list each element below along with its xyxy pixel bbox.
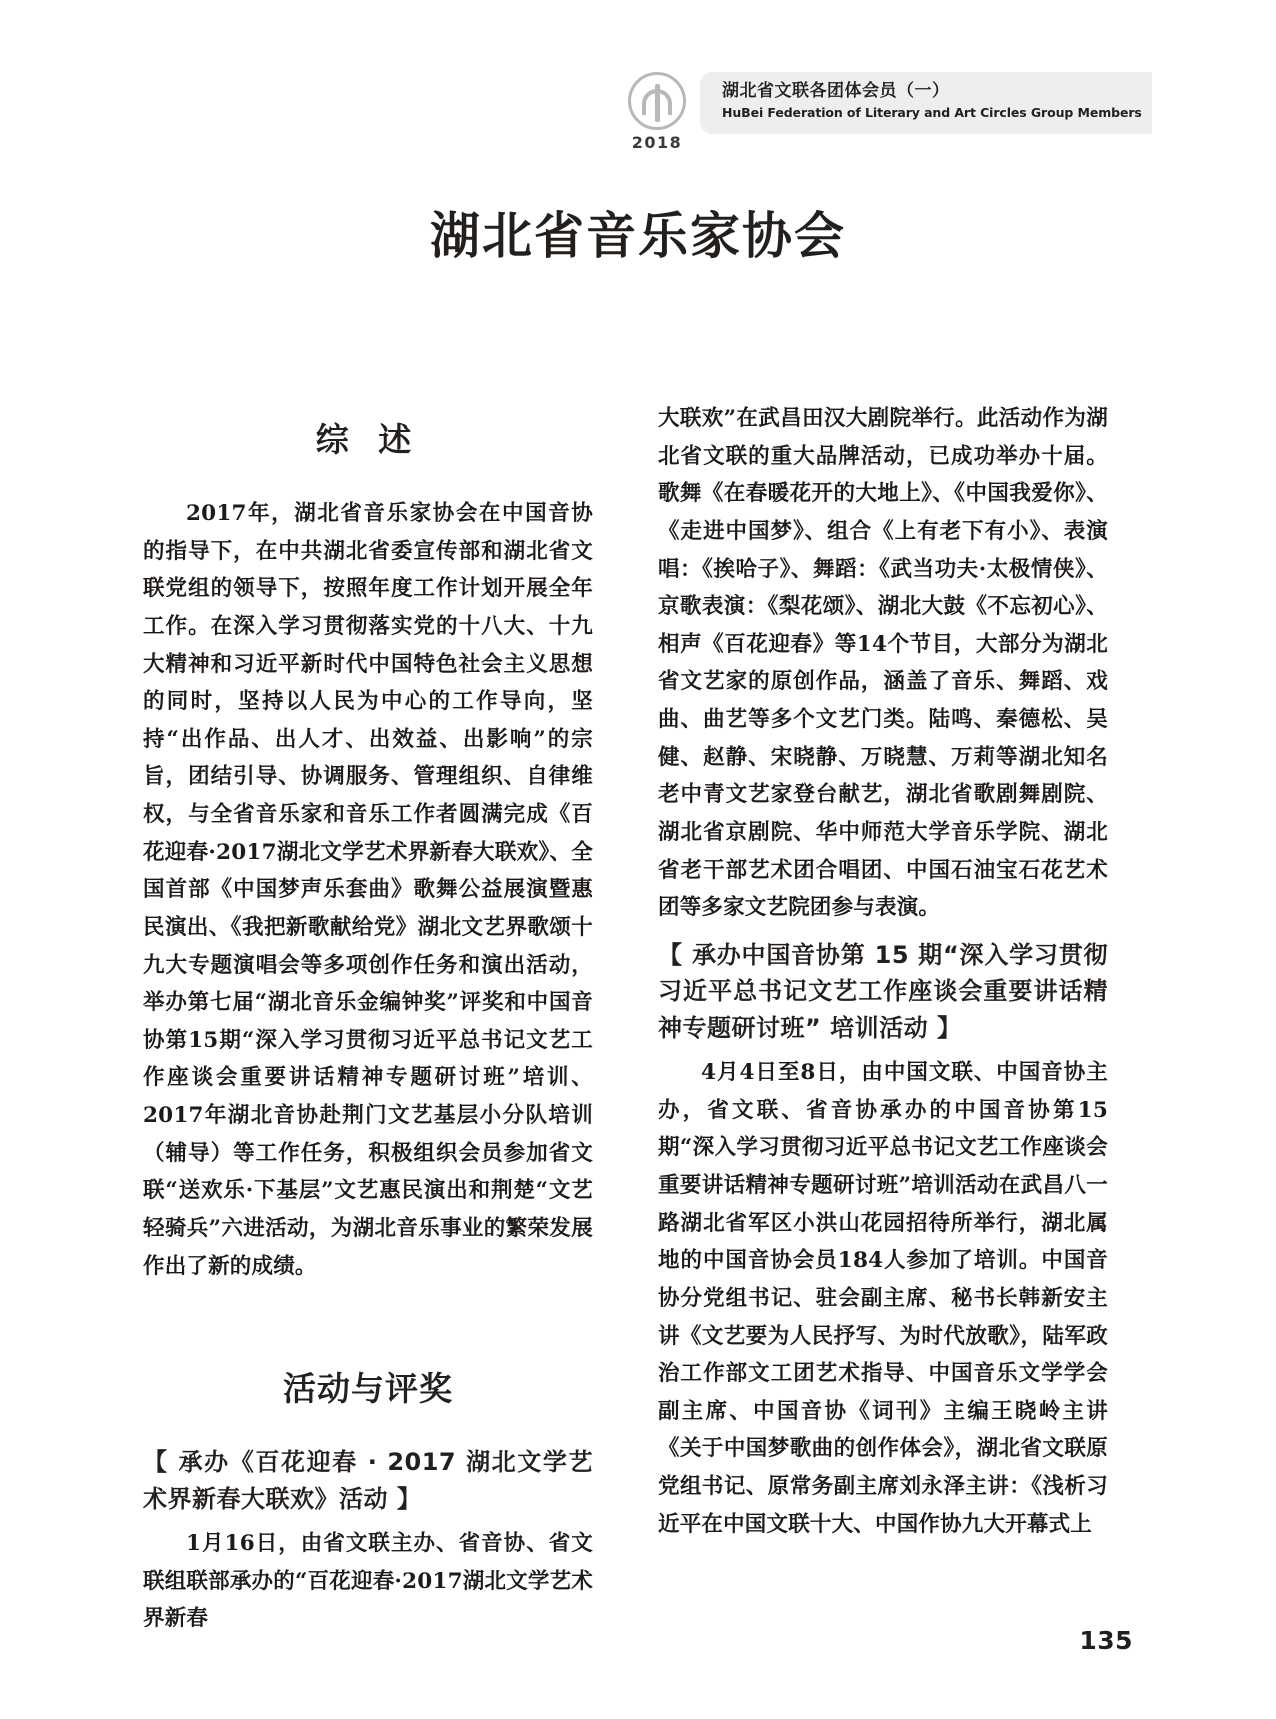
- body-columns: [0, 400, 1276, 1642]
- running-header-title-cn: 湖北省文联各团体会员（一）: [722, 81, 950, 101]
- subsection-1-paragraph: 1月16日，由省文联主办、省音协、省文联组联部承办的“百花迎春·2017湖北文学艺术界新春: [143, 1531, 593, 1632]
- subsection-heading-1: 【 承办《百花迎春 · 2017 湖北文学艺术界新春大联欢》活动 】: [143, 1448, 593, 1513]
- hubei-federation-emblem-icon: [628, 72, 686, 130]
- left-column: [143, 400, 593, 1642]
- running-header-band: [700, 72, 1152, 134]
- running-header-title-en: HuBei Federation of Literary and Art Circles Group Members: [722, 105, 1142, 121]
- page-title: 湖北省音乐家协会: [430, 206, 846, 265]
- section-heading-overview: 综 述: [315, 420, 421, 459]
- header-logo: [620, 72, 694, 156]
- logo-year-label: 2018: [631, 133, 683, 152]
- section-heading-activities: 活动与评奖: [283, 1369, 453, 1409]
- page-number: 135: [1079, 1626, 1133, 1655]
- continued-paragraph: 大联欢”在武昌田汉大剧院举行。此活动作为湖北省文联的重大品牌活动，已成功举办十届。歌舞《在春暖花开的大地上》、《中国我爱你》、《走进中国梦》、组合《上有老下有小》、表演唱：《挨哈子》、舞蹈：《武当功夫·太极情侠》、京歌表演：《梨花颂》、湖北大鼓《不忘初心》、相声《百花迎春》等14个节目，大部分为湖北省文艺家的原创作品，涵盖了音乐、舞蹈、戏曲、曲艺等多个文艺门类。陆鸣、秦德松、吴健、赵静、宋晓静、万晓慧、万莉等湖北知名老中青文艺家登台献艺，湖北省歌剧舞剧院、湖北省京剧院、华中师范大学音乐学院、湖北省老干部艺术团合唱团、中国石油宝石花艺术团等多家文艺院团参与表演。: [658, 406, 1108, 921]
- right-column: [658, 400, 1108, 1547]
- overview-paragraph: 2017年，湖北省音乐家协会在中国音协的指导下，在中共湖北省委宣传部和湖北省文联党组的领导下，按照年度工作计划开展全年工作。在深入学习贯彻落实党的十八大、十九大精神和习近平新时代中国特色社会主义思想的同时，坚持以人民为中心的工作导向，坚持“出作品、出人才、出效益、出影响”的宗旨，团结引导、协调服务、管理组织、自律维权，与全省音乐家和音乐工作者圆满完成《百花迎春·2017湖北文学艺术界新春大联欢》、全国首部《中国梦声乐套曲》歌舞公益展演暨惠民演出、《我把新歌献给党》湖北文艺界歌颂十九大专题演唱会等多项创作任务和演出活动，举办第七届“湖北音乐金编钟奖”评奖和中国音协第15期“深入学习贯彻习近平总书记文艺工作座谈会重要讲话精神专题研讨班”培训、2017年湖北音协赴荆门文艺基层小分队培训（辅导）等工作任务，积极组织会员参加省文联“送欢乐·下基层”文艺惠民演出和荆楚“文艺轻骑兵”六进活动，为湖北音乐事业的繁荣发展作出了新的成绩。: [143, 501, 593, 1279]
- subsection-heading-2: 【 承办中国音协第 15 期“深入学习贯彻习近平总书记文艺工作座谈会重要讲话精神专题研讨班” 培训活动 】: [658, 940, 1108, 1042]
- subsection-2-paragraph: 4月4日至8日，由中国文联、中国音协主办，省文联、省音协承办的中国音协第15期“深入学习贯彻习近平总书记文艺工作座谈会重要讲话精神专题研讨班”培训活动在武昌八一路湖北省军区小洪山花园招待所举行，湖北属地的中国音协会员184人参加了培训。中国音协分党组书记、驻会副主席、秘书长韩新安主讲《文艺要为人民抒写、为时代放歌》，陆军政治工作部文工团艺术指导、中国音乐文学学会副主席、中国音协《词刊》主编王晓岭主讲《关于中国梦歌曲的创作体会》，湖北省文联原党组书记、原常务副主席刘永泽主讲：《浅析习近平在中国文联十大、中国作协九大开幕式上: [658, 1060, 1108, 1537]
- running-header: [620, 72, 1142, 152]
